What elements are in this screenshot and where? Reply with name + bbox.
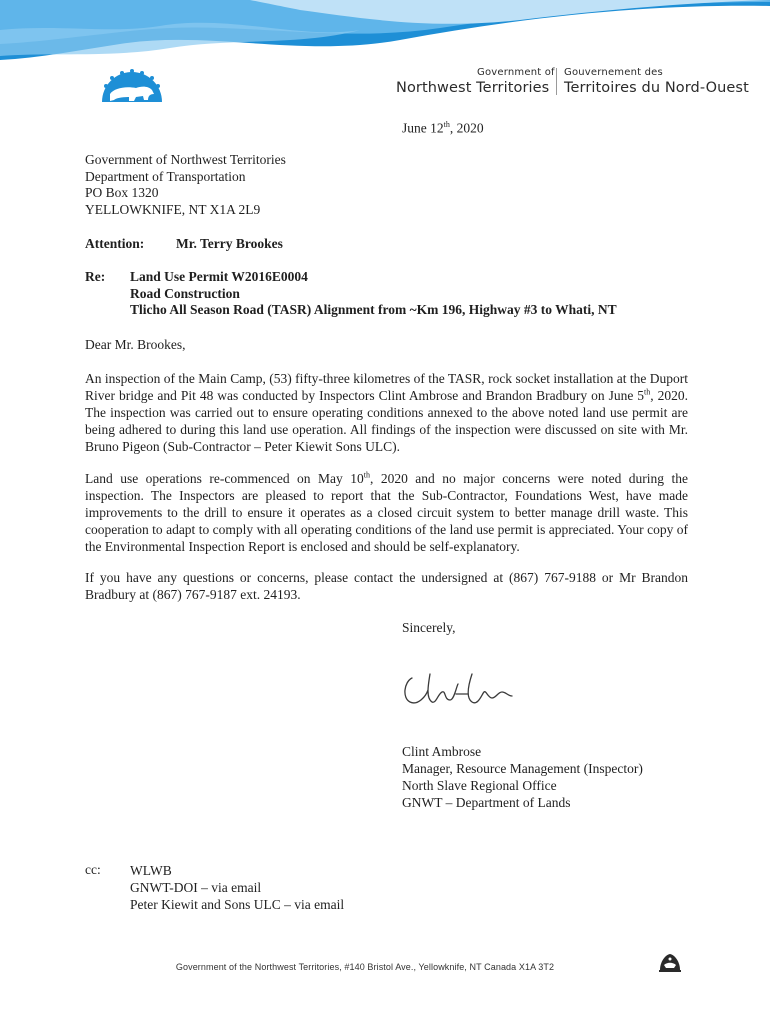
signer-office: North Slave Regional Office <box>402 778 557 793</box>
re-label: Re: <box>85 269 106 284</box>
cc-item: GNWT-DOI – via email <box>130 880 262 895</box>
cc-label: cc: <box>85 862 101 877</box>
address-line: Government of Northwest Territories <box>85 152 286 167</box>
handwritten-signature <box>398 664 516 710</box>
letter-date <box>402 120 484 137</box>
body-paragraph-1 <box>85 370 688 455</box>
attention-value: Mr. Terry Brookes <box>176 236 283 251</box>
footer-emblem-icon <box>657 950 683 974</box>
p2-text-a: Land use operations re-commenced on May 10 <box>85 471 364 486</box>
salutation: Dear Mr. Brookes, <box>85 337 186 352</box>
subject-line: Road Construction <box>130 285 240 301</box>
address-line: PO Box 1320 <box>85 185 159 200</box>
subject-block <box>85 269 617 317</box>
org-divider <box>556 68 557 95</box>
footer-address: Government of the Northwest Territories, #140 Bristol Ave., Yellowknife, NT Canada X1A 3T2 <box>175 962 555 972</box>
org-en-small: Government of <box>477 67 555 78</box>
signer-department: GNWT – Department of Lands <box>402 795 571 810</box>
body-paragraph-2 <box>85 470 688 555</box>
attention-line <box>85 236 283 253</box>
cc-item: WLWB <box>130 863 172 878</box>
body-paragraph-3: If you have any questions or concerns, please contact the undersigned at (867) 767-9188 or Mr Brandon Bradbury at (867) 767-9187 ext. 24193. <box>85 570 688 602</box>
org-name-french <box>564 67 749 96</box>
signature-block <box>402 743 643 811</box>
subject-line: Land Use Permit W2016E0004 <box>130 269 308 284</box>
address-line: Department of Transportation <box>85 168 246 184</box>
cc-item: Peter Kiewit and Sons ULC – via email <box>130 897 345 912</box>
signer-title: Manager, Resource Management (Inspector) <box>402 761 643 776</box>
org-fr-small: Gouvernement des <box>564 67 663 78</box>
attention-label: Attention: <box>85 236 145 251</box>
p1-text-a: An inspection of the Main Camp, (53) fifty-three kilometres of the TASR, rock socket installation at the Duport River bridge and Pit 48 was conducted by Inspectors Clint Ambrose and Brandon Bradbury on June 5 <box>85 371 688 403</box>
gnwt-polar-bear-logo <box>96 64 168 122</box>
p1-text-b: , 2020. The inspection was carried out to ensure operating conditions annexed to the above noted land use permit are being adhered to during this land use operation. All findings of the inspection were discussed on site with Mr. Bruno Pigeon (Sub-Contractor – Peter Kiewit Sons ULC). <box>85 388 688 454</box>
recipient-address <box>85 152 286 218</box>
date-suffix: th <box>443 120 450 129</box>
org-fr-big: Territoires du Nord-Ouest <box>564 80 749 96</box>
signer-name: Clint Ambrose <box>402 744 482 759</box>
p1-suffix: th <box>644 387 651 397</box>
p2-text-b: , 2020 and no major concerns were noted during the inspection. The Inspectors are pleased to report that the Sub-Contractor, Foundations West, have made improvements to the drill to ensure it operates as a closed circuit system to better manage drill waste. This cooperation to adapt to comply with all operating conditions of the land use permit is appreciated. Your copy of the Environmental Inspection Report is enclosed and should be self-explanatory. <box>85 471 689 554</box>
date-text: June 12 <box>402 120 444 136</box>
closing: Sincerely, <box>402 620 456 635</box>
address-line: YELLOWKNIFE, NT X1A 2L9 <box>85 201 261 217</box>
org-name-english <box>396 67 555 96</box>
p2-suffix: th <box>363 470 370 480</box>
subject-line: Tlicho All Season Road (TASR) Alignment from ~Km 196, Highway #3 to Whati, NT <box>130 302 617 317</box>
date-year: , 2020 <box>449 120 484 136</box>
header-wave-banner <box>0 0 770 70</box>
cc-list <box>130 862 344 913</box>
org-en-big: Northwest Territories <box>396 80 550 96</box>
